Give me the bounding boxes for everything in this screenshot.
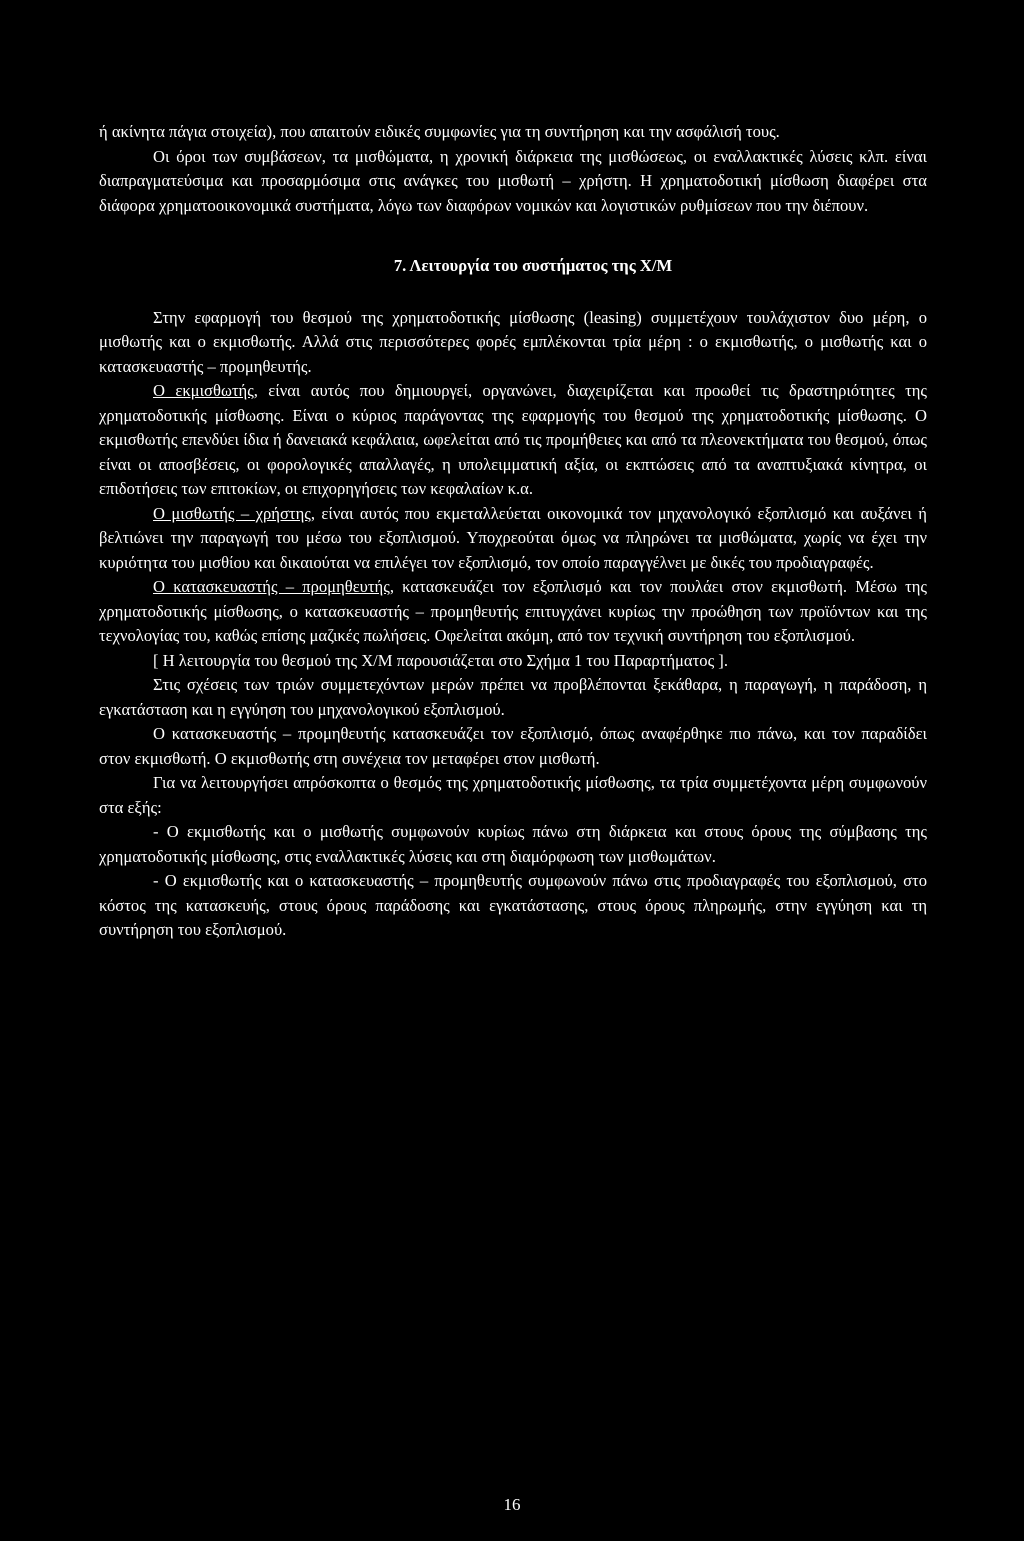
- document-page: [99, 120, 927, 943]
- paragraph-contract-terms: Οι όροι των συμβάσεων, τα μισθώματα, η χρονική διάρκεια της μισθώσεως, οι εναλλακτικές λύσεις κλπ. είναι διαπραγματεύσιμα και προσαρμόσιμα στις ανάγκες του μισθωτή – χρήστη. Η χρηματοδοτική μίσθωση διαφέρει στα διάφορα χρηματοοικονομικά συστήματα, λόγω των διαφόρων νομικών και λογιστικών ρυθμίσεων που την διέπουν.: [99, 146, 927, 215]
- paragraph-parties-intro: Στην εφαρμογή του θεσμού της χρηματοδοτικής μίσθωσης (leasing) συμμετέχουν τουλάχιστον δυο μέρη, ο μισθωτής και ο εκμισθωτής. Αλλά στις περισσότερες φορές εμπλέκονται τρία μέρη : ο εκμισθωτής, ο μισθωτής και ο κατασκευαστής – προμηθευτής.: [99, 307, 927, 376]
- paragraph-figure-reference: [ Η λειτουργία του θεσμού της Χ/Μ παρουσιάζεται στο Σχήμα 1 του Παραρτήματος ].: [153, 650, 728, 670]
- term-supplier: Ο κατασκευαστής – προμηθευτής: [153, 577, 390, 596]
- lessee-description: , είναι αυτός που εκμεταλλεύεται οικονομικά τον μηχανολογικό εξοπλισμό και αυξάνει ή βελτιώνει την παραγωγή του μέσω του εξοπλισμού. Υποχρεούται όμως να πληρώνει τα μισθώματα, χωρίς να έχει την κυριότητα του μισθίου και δικαιούται να επιλέγει τον εξοπλισμό, τον οποίο παραγγέλνει με δικές του προδιαγραφές.: [99, 503, 927, 572]
- lessor-description: , είναι αυτός που δημιουργεί, οργανώνει, διαχειρίζεται και προωθεί τις δραστηριότητες της χρηματοδοτικής μίσθωσης. Είναι ο κύριος παράγοντας της εφαρμογής του θεσμού της χρηματοδοτικής μίσθωσης. Ο εκμισθωτής επενδύει ίδια ή δανειακά κεφάλαια, ωφελείται από τις προμήθειες και από τα πλεονεκτήματα του θεσμού, όπως είναι οι αποσβέσεις, οι φορολογικές απαλλαγές, η υπολειμματική αξία, οι εκπτώσεις από τα αναπτυξιακά κίνητρα, οι επιδοτήσεις των επιτοκίων, οι επιχορηγήσεις των κεφαλαίων κ.α.: [99, 381, 927, 498]
- paragraph-lessor: [99, 379, 927, 502]
- paragraph-agreements: Για να λειτουργήσει απρόσκοπτα ο θεσμός της χρηματοδοτικής μίσθωσης, τα τρία συμμετέχοντα μέρη συμφωνούν στα εξής:: [99, 773, 927, 817]
- paragraph-supplier: [99, 575, 927, 649]
- paragraph-intro-continuation: ή ακίνητα πάγια στοιχεία), που απαιτούν ειδικές συμφωνίες για τη συντήρηση και την ασφάλισή τους.: [99, 122, 780, 141]
- page-number: 16: [503, 1495, 521, 1514]
- section-heading: 7. Λειτουργία του συστήματος της Χ/Μ: [393, 256, 673, 275]
- term-lessee: Ο μισθωτής – χρήστης: [153, 503, 311, 523]
- list-item: - Ο εκμισθωτής και ο κατασκευαστής – προμηθευτής συμφωνούν πάνω στις προδιαγραφές του εξοπλισμού, στο κόστος της κατασκευής, στους όρους παράδοσης και εγκατάστασης, στους όρους πληρωμής, στην εγγύηση και τη συντήρηση του εξοπλισμού.: [99, 871, 927, 939]
- paragraph-relations: Στις σχέσεις των τριών συμμετεχόντων μερών πρέπει να προβλέπονται ξεκάθαρα, η παραγωγή, η παράδοση, η εγκατάσταση και η εγγύηση του μηχανολογικού εξοπλισμού.: [99, 675, 927, 719]
- supplier-description: , κατασκευάζει τον εξοπλισμό και τον πουλάει στον εκμισθωτή. Μέσω της χρηματοδοτικής μίσθωσης, ο κατασκευαστής – προμηθευτής επιτυγχάνει κυρίως την προώθηση των προϊόντων και της τεχνολογίας του, καθώς επίσης μαζικές πωλήσεις. Οφελείται ακόμη, από τον τεχνική συντήρηση του εξοπλισμού.: [99, 577, 927, 645]
- paragraph-lessee: [99, 502, 927, 576]
- paragraph-equipment-flow: Ο κατασκευαστής – προμηθευτής κατασκευάζει τον εξοπλισμό, όπως αναφέρθηκε πιο πάνω, και τον παραδίδει στον εκμισθωτή. Ο εκμισθωτής στη συνέχεια τον μεταφέρει στον μισθωτή.: [99, 724, 927, 768]
- term-lessor: Ο εκμισθωτής: [153, 381, 254, 400]
- list-item: - Ο εκμισθωτής και ο μισθωτής συμφωνούν κυρίως πάνω στη διάρκεια και στους όρους της σύμβασης της χρηματοδοτικής μίσθωσης, στις εναλλακτικές λύσεις και στη διαμόρφωση των μισθωμάτων.: [99, 822, 927, 866]
